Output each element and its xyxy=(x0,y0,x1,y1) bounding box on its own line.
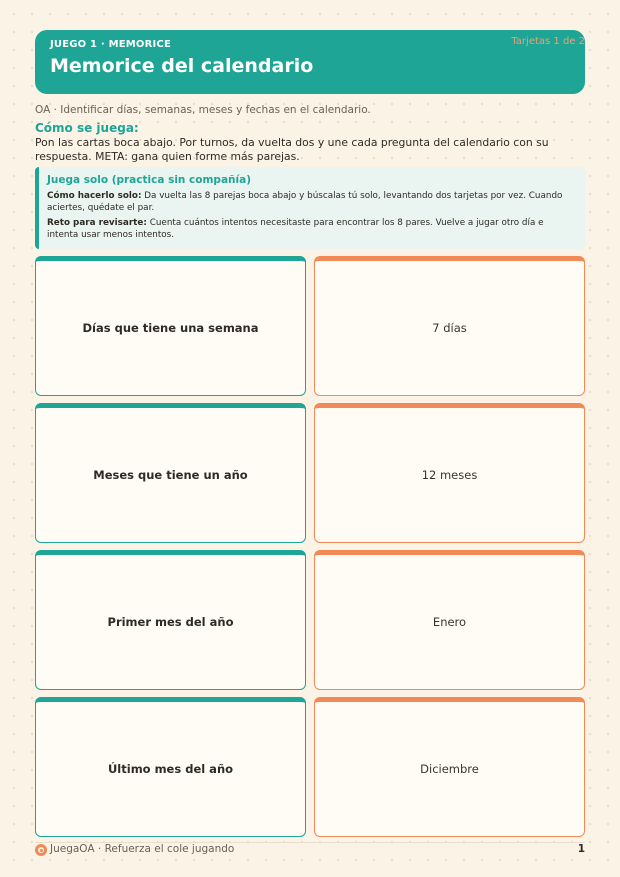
solo-how-row xyxy=(47,190,575,214)
solo-title: Juega solo (practica sin compañía) xyxy=(47,174,251,186)
learning-objective: OA · Identificar días, semanas, meses y fechas en el calendario. xyxy=(35,104,371,116)
answer-card[interactable]: Diciembre xyxy=(314,697,585,837)
solo-play-box xyxy=(35,167,585,249)
question-card[interactable]: Primer mes del año xyxy=(35,550,306,690)
footer-brand: JuegaOA · Refuerza el cole jugando xyxy=(50,843,235,855)
card-set-label: Tarjetas 1 de 2 xyxy=(511,36,585,47)
target-logo-icon xyxy=(35,844,47,856)
solo-how-label: Cómo hacerlo solo: xyxy=(47,191,142,201)
question-card[interactable]: Último mes del año xyxy=(35,697,306,837)
game-label: JUEGO 1 · MEMORICE xyxy=(50,39,172,50)
answer-card[interactable]: 12 meses xyxy=(314,403,585,543)
page-number: 1 xyxy=(577,843,585,855)
question-card[interactable]: Meses que tiene un año xyxy=(35,403,306,543)
how-to-play-text: Pon las cartas boca abajo. Por turnos, da vuelta dos y une cada pregunta del calendario con su respuesta. META: gana quien forme más parejas. xyxy=(35,136,549,163)
how-to-play-title: Cómo se juega: xyxy=(35,121,139,135)
answer-card[interactable]: 7 días xyxy=(314,256,585,396)
solo-challenge-text: Cuenta cuántos intentos necesitaste para encontrar los 8 pares. Vuelve a jugar otro día e intenta usar menos intentos. xyxy=(47,218,544,240)
page-title: Memorice del calendario xyxy=(50,55,314,77)
solo-how-text: Da vuelta las 8 parejas boca abajo y búscalas tú solo, levantando dos tarjetas por vez. Cuando aciertes, quédate el par. xyxy=(47,191,563,213)
solo-challenge-label: Reto para revisarte: xyxy=(47,218,147,228)
page-footer xyxy=(35,843,585,859)
answer-card[interactable]: Enero xyxy=(314,550,585,690)
question-card[interactable]: Días que tiene una semana xyxy=(35,256,306,396)
worksheet-page xyxy=(35,30,585,860)
solo-challenge-row xyxy=(47,217,575,241)
game-header xyxy=(35,30,585,94)
